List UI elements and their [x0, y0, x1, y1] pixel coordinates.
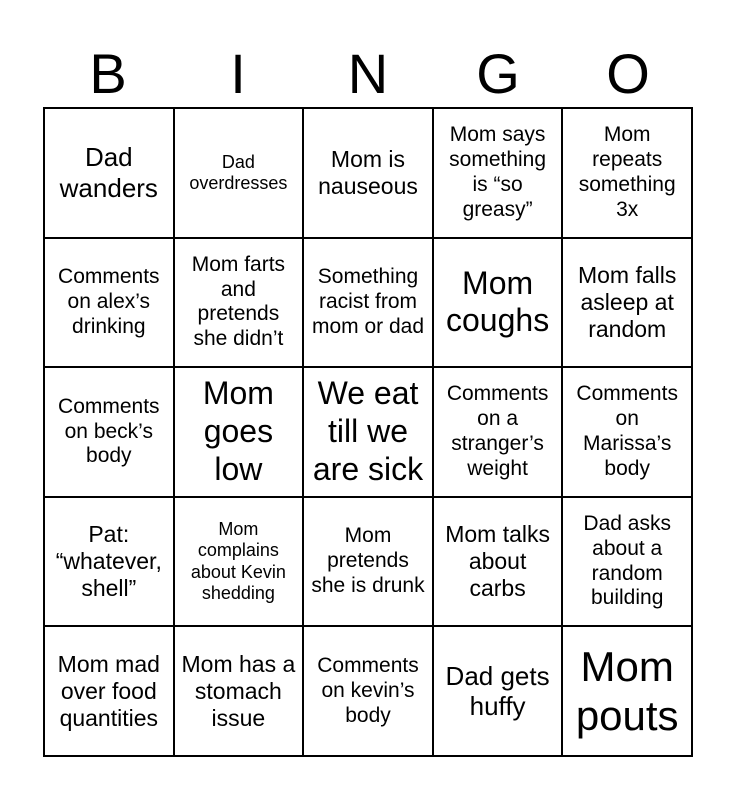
cell-text: Mom falls asleep at random [577, 261, 677, 342]
bingo-board [43, 107, 693, 757]
cell-text: Mom has a stomach issue [181, 650, 296, 731]
bingo-cell-r1-c0[interactable] [44, 238, 174, 368]
bingo-header [43, 44, 693, 104]
cell-text: Mom says something is “so greasy” [449, 123, 547, 221]
header-letter-g: G [476, 42, 520, 105]
header-letter-i: I [230, 42, 246, 105]
cell-text: Dad wanders [59, 142, 158, 203]
cell-text: Dad overdresses [189, 151, 288, 193]
bingo-cell-r3-c0[interactable] [44, 497, 174, 627]
cell-text: Mom goes low [202, 375, 274, 487]
bingo-cell-r2-c3[interactable] [433, 367, 563, 497]
cell-text: Something racist from mom or dad [311, 265, 425, 338]
bingo-cell-r0-c1[interactable] [174, 108, 304, 238]
header-letter-o: O [606, 42, 650, 105]
bingo-cell-r4-c2[interactable] [303, 626, 433, 756]
bingo-cell-r3-c3[interactable] [433, 497, 563, 627]
bingo-cell-r0-c2[interactable] [303, 108, 433, 238]
cell-text: Mom repeats something 3x [578, 123, 676, 221]
bingo-cell-r2-c4[interactable] [562, 367, 692, 497]
bingo-cell-r1-c1[interactable] [174, 238, 304, 368]
bingo-cell-r4-c1[interactable] [174, 626, 304, 756]
cell-text: Pat: “whatever, shell” [55, 520, 162, 602]
bingo-cell-r4-c0[interactable] [44, 626, 174, 756]
cell-text: Comments on kevin’s body [317, 654, 419, 727]
bingo-cell-r4-c4[interactable] [562, 626, 692, 756]
bingo-cell-r1-c4[interactable] [562, 238, 692, 368]
cell-text: Mom talks about carbs [445, 520, 550, 602]
cell-text: Comments on a stranger’s weight [446, 382, 549, 480]
cell-text: Mom complains about Kevin shedding [190, 519, 286, 603]
cell-text: Comments on Marissa’s body [576, 382, 678, 480]
bingo-cell-r3-c1[interactable] [174, 497, 304, 627]
bingo-cell-r0-c4[interactable] [562, 108, 692, 238]
bingo-cell-r3-c4[interactable] [562, 497, 692, 627]
cell-text: Mom coughs [446, 264, 550, 339]
cell-text: Mom farts and pretends she didn’t [191, 252, 286, 351]
cell-text: Comments on beck’s body [58, 394, 160, 468]
bingo-cell-r3-c2[interactable] [303, 497, 433, 627]
bingo-cell-r2-c1[interactable] [174, 367, 304, 497]
bingo-cell-r1-c2[interactable] [303, 238, 433, 368]
cell-text: Mom mad over food quantities [57, 650, 160, 731]
header-letter-n: N [347, 42, 389, 105]
bingo-cell-r0-c3[interactable] [433, 108, 563, 238]
cell-text: Mom pretends she is drunk [311, 524, 425, 597]
bingo-cell-r4-c3[interactable] [433, 626, 563, 756]
cell-text: Comments on alex’s drinking [58, 265, 160, 338]
bingo-cell-r1-c3[interactable] [433, 238, 563, 368]
bingo-cell-r2-c2[interactable] [303, 367, 433, 497]
cell-text: Dad gets huffy [445, 660, 550, 722]
cell-text: Mom is nauseous [318, 145, 418, 199]
header-letter-b: B [89, 42, 127, 105]
bingo-cell-r2-c0[interactable] [44, 367, 174, 497]
bingo-cell-r0-c0[interactable] [44, 108, 174, 238]
cell-text: We eat till we are sick [312, 375, 424, 487]
cell-text: Dad asks about a random building [583, 512, 671, 610]
cell-text: Mom pouts [575, 642, 679, 740]
